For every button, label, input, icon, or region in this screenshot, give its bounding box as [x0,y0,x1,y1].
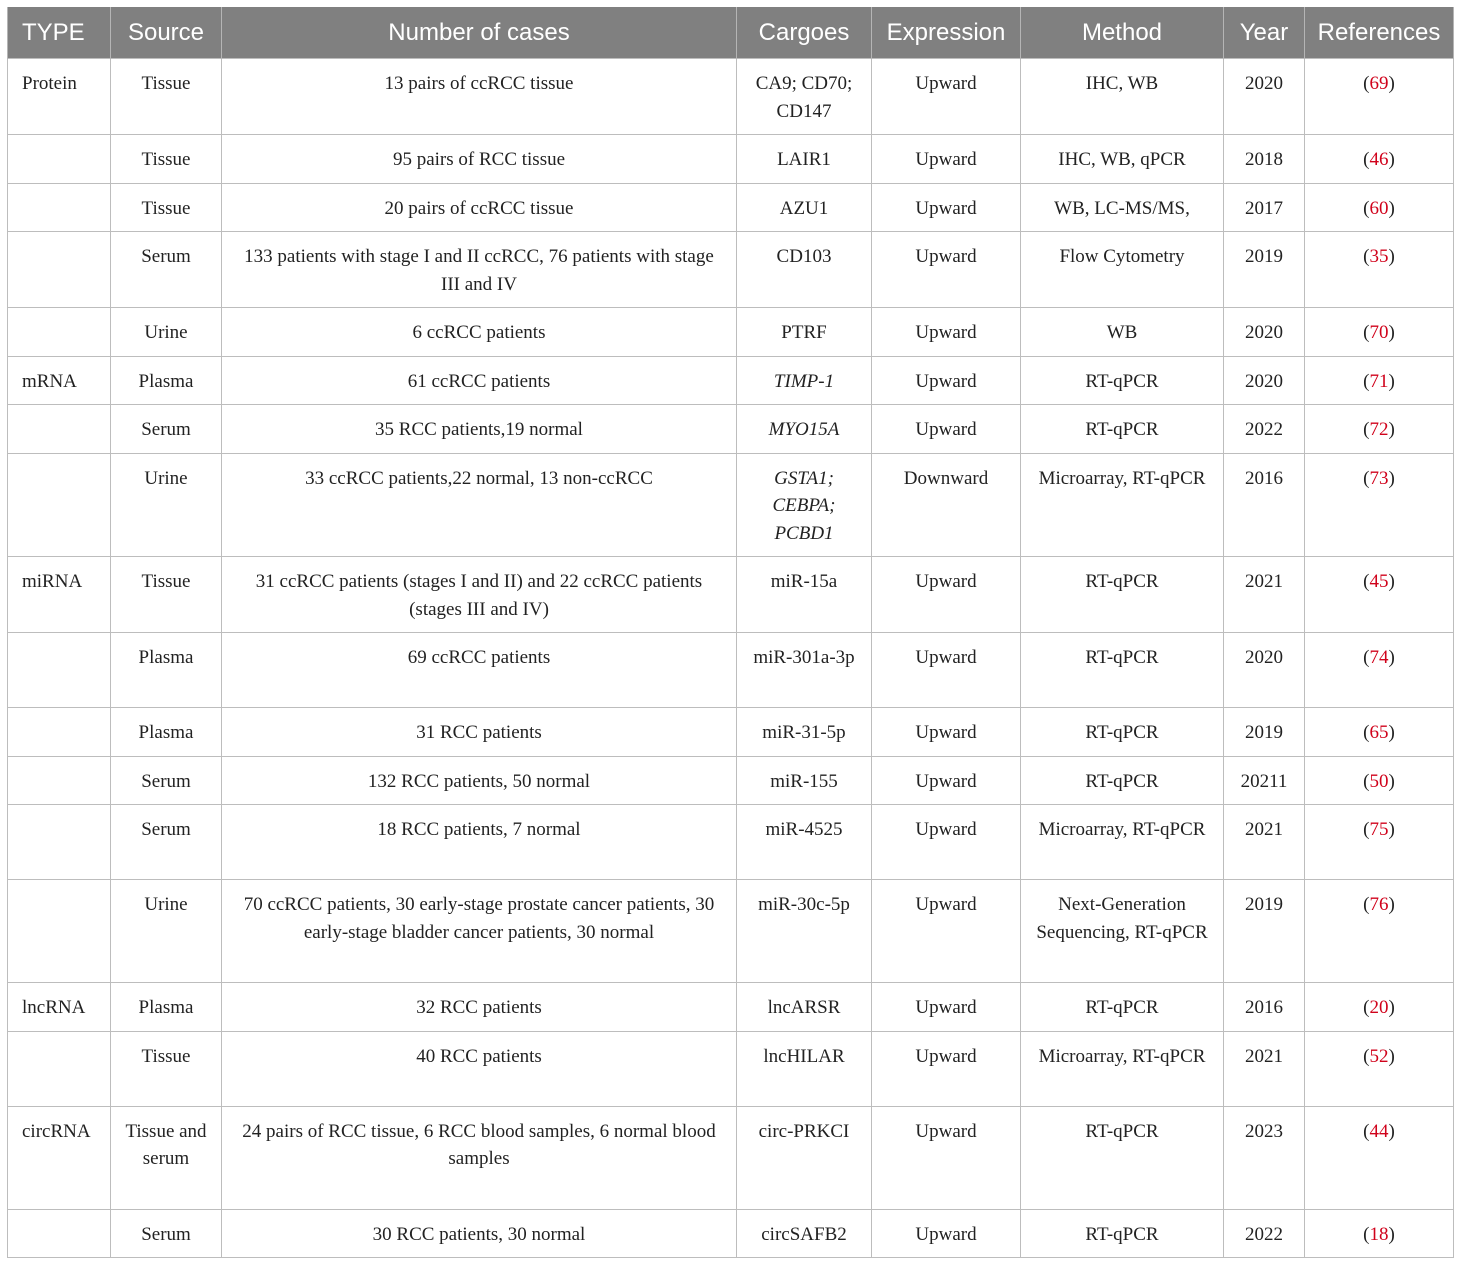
cell-reference: (74) [1305,633,1454,708]
cell-expression: Upward [872,232,1021,308]
cell-expression: Upward [872,59,1021,135]
cell-cases: 69 ccRCC patients [222,633,737,708]
cell-year: 20211 [1224,756,1305,805]
table-row [8,453,1454,557]
reference-link[interactable]: 45 [1369,571,1389,592]
reference-link[interactable]: 75 [1369,819,1389,840]
cell-method: RT-qPCR [1021,557,1224,633]
header-method: Method [1021,7,1224,59]
cell-cargoes: CA9; CD70; CD147 [737,59,872,135]
cell-source: Plasma [111,983,222,1032]
cell-source: Tissue [111,135,222,184]
table-row [8,1209,1454,1258]
cell-cargoes: AZU1 [737,183,872,232]
cell-type [8,756,111,805]
cell-reference: (46) [1305,135,1454,184]
cell-reference: (75) [1305,805,1454,880]
cell-method: RT-qPCR [1021,633,1224,708]
cell-reference: (18) [1305,1209,1454,1258]
cell-source: Plasma [111,708,222,757]
cell-reference: (76) [1305,880,1454,983]
header-references: References [1305,7,1454,59]
cell-source: Serum [111,756,222,805]
cell-year: 2019 [1224,880,1305,983]
reference-link[interactable]: 35 [1369,246,1389,267]
cell-type: mRNA [8,356,111,405]
cell-source: Tissue [111,1031,222,1106]
cell-source: Serum [111,405,222,454]
cell-expression: Upward [872,708,1021,757]
cell-expression: Upward [872,135,1021,184]
reference-link[interactable]: 50 [1369,770,1389,792]
cell-source: Urine [111,453,222,557]
cell-method: RT-qPCR [1021,983,1224,1032]
reference-link[interactable]: 52 [1369,1045,1389,1067]
cell-cargoes: LAIR1 [737,135,872,184]
cell-cargoes: miR-31-5p [737,708,872,757]
cell-type [8,135,111,184]
cell-reference: (71) [1305,356,1454,405]
cell-year: 2021 [1224,557,1305,633]
table-row [8,232,1454,308]
cell-reference: (52) [1305,1031,1454,1106]
cell-expression: Upward [872,557,1021,633]
reference-link[interactable]: 76 [1369,894,1389,915]
cell-cargoes: PTRF [737,308,872,357]
cell-source: Urine [111,308,222,357]
cell-year: 2019 [1224,708,1305,757]
cell-reference: (50) [1305,756,1454,805]
reference-link[interactable]: 73 [1369,467,1389,489]
cell-type [8,1209,111,1258]
table-row [8,135,1454,184]
cell-year: 2021 [1224,805,1305,880]
cell-cargoes: lncHILAR [737,1031,872,1106]
header-source: Source [111,7,222,59]
cell-type [8,405,111,454]
cell-cargoes: miR-301a-3p [737,633,872,708]
table-row [8,308,1454,357]
cell-source: Tissue and serum [111,1106,222,1209]
cell-expression: Downward [872,453,1021,557]
cell-method: Microarray, RT-qPCR [1021,453,1224,557]
cell-cases: 20 pairs of ccRCC tissue [222,183,737,232]
cell-source: Plasma [111,356,222,405]
table-row [8,1031,1454,1106]
table-row [8,708,1454,757]
cell-year: 2016 [1224,983,1305,1032]
cell-reference: (35) [1305,232,1454,308]
cell-cases: 33 ccRCC patients,22 normal, 13 non-ccRCC [222,453,737,557]
cell-type [8,183,111,232]
header-cases: Number of cases [222,7,737,59]
cell-cargoes: miR-30c-5p [737,880,872,983]
cell-type [8,1031,111,1106]
cell-source: Serum [111,805,222,880]
table-row [8,805,1454,880]
cell-source: Plasma [111,633,222,708]
cell-cases: 132 RCC patients, 50 normal [222,756,737,805]
cell-method: WB, LC-MS/MS, [1021,183,1224,232]
cell-reference: (70) [1305,308,1454,357]
cell-type: miRNA [8,557,111,633]
cell-year: 2020 [1224,633,1305,708]
cell-source: Tissue [111,557,222,633]
cell-source: Tissue [111,183,222,232]
cell-expression: Upward [872,756,1021,805]
cell-cases: 18 RCC patients, 7 normal [222,805,737,880]
cell-source: Tissue [111,59,222,135]
cell-method: RT-qPCR [1021,405,1224,454]
cell-expression: Upward [872,405,1021,454]
cell-year: 2016 [1224,453,1305,557]
cell-cargoes: miR-155 [737,756,872,805]
cell-expression: Upward [872,880,1021,983]
cell-year: 2017 [1224,183,1305,232]
cell-expression: Upward [872,983,1021,1032]
exosome-biomarker-table [7,7,1454,1258]
table-row [8,880,1454,983]
cell-cargoes: miR-15a [737,557,872,633]
cell-method: RT-qPCR [1021,708,1224,757]
cell-cases: 95 pairs of RCC tissue [222,135,737,184]
table-row [8,633,1454,708]
cell-expression: Upward [872,633,1021,708]
cell-method: Flow Cytometry [1021,232,1224,308]
cell-cases: 30 RCC patients, 30 normal [222,1209,737,1258]
cell-source: Serum [111,232,222,308]
cell-type [8,232,111,308]
cell-method: Microarray, RT-qPCR [1021,1031,1224,1106]
cell-year: 2022 [1224,405,1305,454]
cell-year: 2020 [1224,356,1305,405]
cell-type: lncRNA [8,983,111,1032]
header-expression: Expression [872,7,1021,59]
cell-year: 2020 [1224,308,1305,357]
cell-reference: (44) [1305,1106,1454,1209]
cell-reference: (73) [1305,453,1454,557]
table-row [8,59,1454,135]
cell-expression: Upward [872,1031,1021,1106]
cell-cases: 31 ccRCC patients (stages I and II) and 22 ccRCC patients (stages III and IV) [222,557,737,633]
cell-expression: Upward [872,1209,1021,1258]
table-row [8,405,1454,454]
cell-reference: (72) [1305,405,1454,454]
cell-cases: 13 pairs of ccRCC tissue [222,59,737,135]
cell-reference: (45) [1305,557,1454,633]
reference-link[interactable]: 70 [1369,322,1389,343]
cell-cases: 61 ccRCC patients [222,356,737,405]
header-type: TYPE [8,7,111,59]
header-cargoes: Cargoes [737,7,872,59]
cell-method: IHC, WB, qPCR [1021,135,1224,184]
cell-cases: 133 patients with stage I and II ccRCC, 76 patients with stage III and IV [222,232,737,308]
cell-type [8,308,111,357]
cell-cargoes: circSAFB2 [737,1209,872,1258]
cell-cases: 31 RCC patients [222,708,737,757]
cell-type [8,805,111,880]
cell-type: circRNA [8,1106,111,1209]
cell-expression: Upward [872,356,1021,405]
cell-year: 2021 [1224,1031,1305,1106]
cell-source: Urine [111,880,222,983]
cell-cargoes: GSTA1; CEBPA; PCBD1 [737,453,872,557]
cell-method: Next-Generation Sequencing, RT-qPCR [1021,880,1224,983]
header-row [8,7,1454,59]
cell-expression: Upward [872,183,1021,232]
cell-cargoes: MYO15A [737,405,872,454]
cell-method: RT-qPCR [1021,756,1224,805]
reference-link[interactable]: 69 [1369,73,1389,94]
cell-cases: 24 pairs of RCC tissue, 6 RCC blood samples, 6 normal blood samples [222,1106,737,1209]
reference-link[interactable]: 44 [1369,1120,1389,1142]
reference-link[interactable]: 46 [1369,149,1389,170]
cell-type: Protein [8,59,111,135]
cell-method: Microarray, RT-qPCR [1021,805,1224,880]
cell-expression: Upward [872,308,1021,357]
table-row [8,756,1454,805]
header-year: Year [1224,7,1305,59]
cell-method: IHC, WB [1021,59,1224,135]
reference-link[interactable]: 20 [1369,997,1389,1018]
cell-year: 2020 [1224,59,1305,135]
cell-method: WB [1021,308,1224,357]
cell-reference: (69) [1305,59,1454,135]
cell-year: 2023 [1224,1106,1305,1209]
cell-type [8,708,111,757]
cell-reference: (20) [1305,983,1454,1032]
cell-reference: (60) [1305,183,1454,232]
reference-link[interactable]: 18 [1369,1223,1389,1245]
cell-method: RT-qPCR [1021,1106,1224,1209]
cell-year: 2019 [1224,232,1305,308]
cell-type [8,633,111,708]
reference-link[interactable]: 71 [1369,370,1389,392]
reference-link[interactable]: 74 [1369,647,1389,668]
cell-type [8,880,111,983]
cell-cases: 32 RCC patients [222,983,737,1032]
table-row [8,183,1454,232]
cell-cargoes: miR-4525 [737,805,872,880]
cell-cases: 40 RCC patients [222,1031,737,1106]
cell-cargoes: lncARSR [737,983,872,1032]
cell-method: RT-qPCR [1021,356,1224,405]
cell-expression: Upward [872,1106,1021,1209]
table-row [8,983,1454,1032]
reference-link[interactable]: 60 [1369,197,1389,219]
cell-expression: Upward [872,805,1021,880]
cell-cargoes: TIMP-1 [737,356,872,405]
table-row [8,557,1454,633]
reference-link[interactable]: 72 [1369,419,1389,440]
cell-cases: 70 ccRCC patients, 30 early-stage prostate cancer patients, 30 early-stage bladder cancer patients, 30 normal [222,880,737,983]
table-row [8,1106,1454,1209]
reference-link[interactable]: 65 [1369,722,1389,743]
table-row [8,356,1454,405]
cell-cargoes: circ-PRKCI [737,1106,872,1209]
cell-cases: 35 RCC patients,19 normal [222,405,737,454]
cell-method: RT-qPCR [1021,1209,1224,1258]
cell-type [8,453,111,557]
cell-cargoes: CD103 [737,232,872,308]
cell-year: 2018 [1224,135,1305,184]
cell-reference: (65) [1305,708,1454,757]
cell-cases: 6 ccRCC patients [222,308,737,357]
cell-year: 2022 [1224,1209,1305,1258]
cell-source: Serum [111,1209,222,1258]
